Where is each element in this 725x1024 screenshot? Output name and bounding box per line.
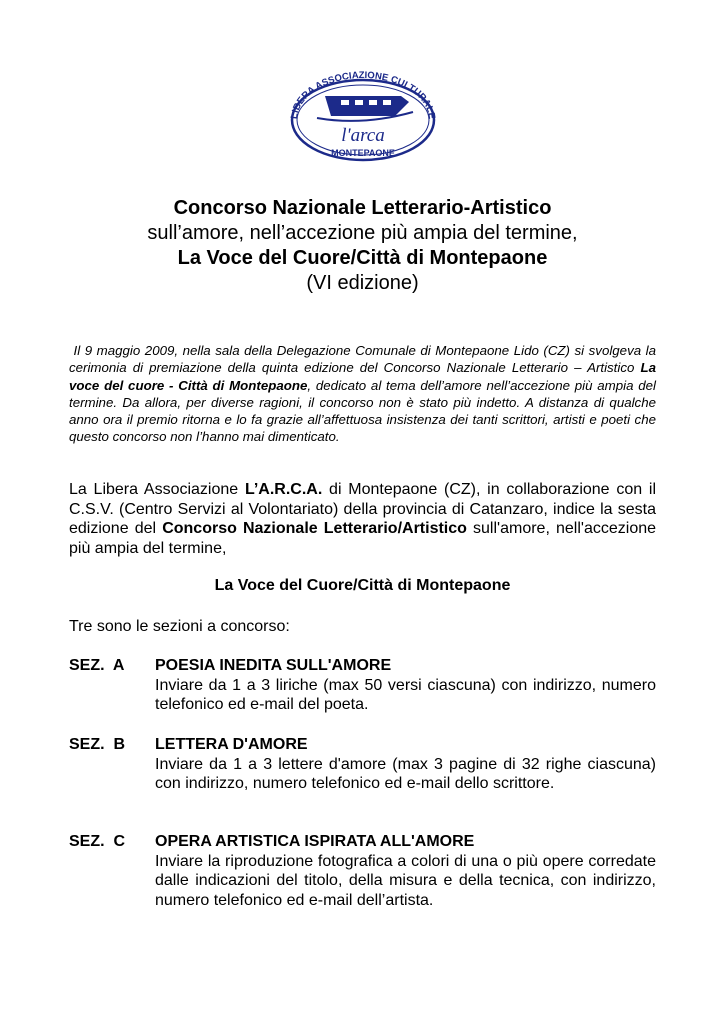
- intro-bold: La voce del cuore - Città di Montepaone: [69, 360, 656, 393]
- para-text-3: sull'amore, nell'accezione più ampia del termine,: [69, 520, 657, 557]
- title-line-1: Concorso Nazionale Letterario-Artistico: [173, 197, 552, 219]
- announcement-paragraph: [69, 480, 656, 558]
- section-label: SEZ. B: [69, 736, 126, 753]
- section-description: Inviare da 1 a 3 lettere d'amore (max 3 pagine di 32 righe ciascuna) con indirizzo, numero telefonico ed e-mail dello scrittore.: [155, 755, 656, 792]
- logo-name: l'arca: [341, 125, 385, 146]
- para-bold-1: L’A.R.C.A.: [244, 481, 323, 498]
- para-bold-2: Concorso Nazionale Letterario/Artistico: [162, 520, 467, 537]
- logo-arc-text: LIBERA ASSOCIAZIONE CULTURALE: [288, 69, 438, 120]
- section-heading: LETTERA D'AMORE: [155, 736, 308, 753]
- section-b: [69, 735, 656, 794]
- association-logo: [283, 68, 443, 166]
- title-line-2: sull’amore, nell’accezione più ampia del termine,: [147, 222, 578, 244]
- intro-text-2: , dedicato al tema dell’amore nell’accezione più ampia del termine. Da allora, per diverse ragioni, il concorso non è stato più indetto. A distanza di qualche anno ora il premio ritorna e lo fa grazie all’affettuosa insistenza dei tanti scrittori, artisti e poeti che questo concorso non l’hanno mai dimenticato.: [69, 377, 656, 445]
- section-heading: POESIA INEDITA SULL'AMORE: [155, 657, 392, 674]
- sections-lead: Tre sono le sezioni a concorso:: [69, 618, 290, 635]
- section-description: Inviare da 1 a 3 liriche (max 50 versi ciascuna) con indirizzo, numero telefonico ed e-mail del poeta.: [155, 676, 656, 713]
- section-c: [69, 832, 656, 910]
- title-line-4: (VI edizione): [306, 272, 419, 294]
- logo-place: MONTEPAONE: [331, 148, 395, 158]
- document-title: [0, 196, 725, 296]
- contest-subtitle: La Voce del Cuore/Città di Montepaone: [214, 577, 511, 594]
- section-label: SEZ. A: [69, 657, 125, 674]
- section-a: [69, 656, 656, 715]
- section-heading: OPERA ARTISTICA ISPIRATA ALL'AMORE: [155, 833, 475, 850]
- section-label: SEZ. C: [69, 833, 126, 850]
- para-text-2: di Montepaone (CZ), in collaborazione con il C.S.V. (Centro Servizi al Volontariato) della provincia di Catanzaro, indice la sesta edizione del: [69, 481, 657, 537]
- intro-paragraph: [69, 342, 656, 446]
- intro-text-1: Il 9 maggio 2009, nella sala della Delegazione Comunale di Montepaone Lido (CZ) si svolgeva la cerimonia di premiazione della quinta edizione del Concorso Nazionale Letterario – Artistico: [69, 343, 657, 376]
- section-description: Inviare la riproduzione fotografica a colori di una o più opere corredate dalle indicazioni del titolo, della misura e della tecnica, con indirizzo, numero telefonico ed e-mail dell’artista.: [155, 852, 656, 909]
- title-line-3: La Voce del Cuore/Città di Montepaone: [177, 247, 548, 269]
- para-text-1: La Libera Associazione: [69, 481, 245, 498]
